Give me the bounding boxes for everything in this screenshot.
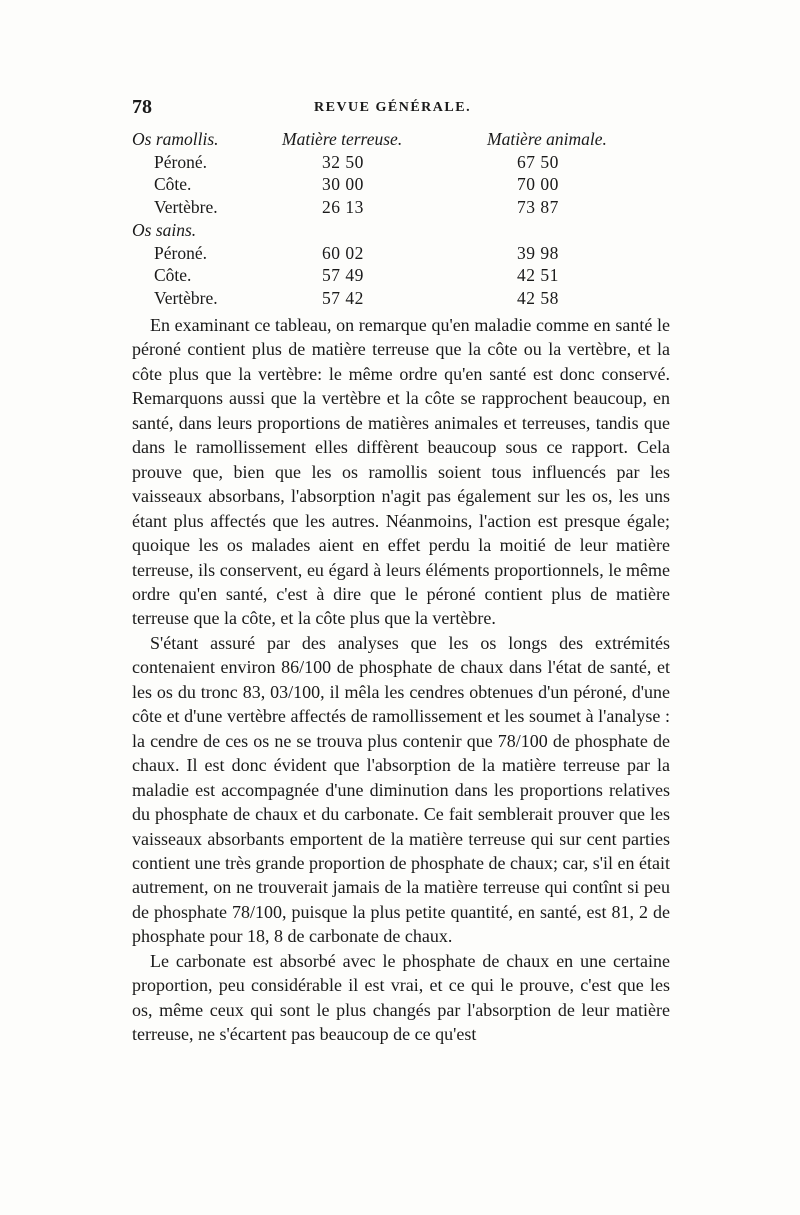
- body-text: [132, 313, 670, 1047]
- animal-value: 70 00: [517, 174, 559, 195]
- table-row: [132, 151, 672, 174]
- column-header-bones: Os ramollis.: [132, 129, 219, 149]
- bone-name: Vertèbre.: [154, 197, 218, 218]
- bone-name: Péroné.: [154, 151, 207, 172]
- mineral-value: 57 49: [322, 265, 364, 286]
- mineral-value: 32 50: [322, 151, 364, 172]
- bone-name: Côte.: [154, 174, 192, 195]
- animal-value: 39 98: [517, 242, 559, 263]
- mineral-value: 30 00: [322, 174, 364, 195]
- bone-composition-table: [132, 128, 672, 310]
- table-row: [132, 242, 672, 265]
- bone-name: Vertèbre.: [154, 287, 218, 308]
- paragraph: S'étant assuré par des analyses que les os longs des extrémités contenaient environ 86/100 de phosphate de chaux dans l'état de santé, et les os du tronc 83, 03/100, il mêla les cendres obtenues d'un péroné, d'une côte et d'une vertèbre affectés de ramollissement et les soumet à l'analyse : la cendre de ces os ne se trouva plus contenir que 78/100 de phosphate de chaux. Il est donc évident que l'absorption de la matière terreuse par la maladie est accompagnée d'une diminution dans les proportions relatives du phosphate de chaux et du carbonate. Ce fait semblerait prouver que les vaisseaux absorbants emportent de la matière terreuse qui sur cent parties contient une très grande proportion de phosphate de chaux; car, s'il en était autrement, on ne trouverait jamais de la matière terreuse qui contînt si peu de phosphate 78/100, puisque la plus petite quantité, en santé, est 81, 2 de phosphate pour 18, 8 de carbonate de chaux.: [132, 632, 670, 947]
- animal-value: 42 58: [517, 287, 559, 308]
- table-row: [132, 173, 672, 196]
- healthy-bones-label: Os sains.: [132, 219, 197, 240]
- table-row: [132, 264, 672, 287]
- mineral-value: 57 42: [322, 287, 364, 308]
- running-head: [132, 96, 672, 120]
- mineral-value: 26 13: [322, 197, 364, 218]
- table-row: [132, 287, 672, 310]
- table-header-row: [132, 128, 672, 151]
- animal-value: 42 51: [517, 265, 559, 286]
- table-section-row: [132, 219, 672, 242]
- paragraph: En examinant ce tableau, on remarque qu'en maladie comme en santé le péroné contient plus de matière terreuse que la côte ou la vertèbre, et la côte plus que la vertèbre: le même ordre qu'en santé est donc conservé. Remarquons aussi que la vertèbre et la côte se rapprochent beaucoup, en santé, dans leurs proportions de matières animales et terreuses, tandis que dans le ramollissement elles diffèrent beaucoup sous ce rapport. Cela prouve que, bien que les os ramollis soient tous influencés par les vaisseaux absorbans, l'absorption n'agit pas également sur les os, les uns étant plus affectés que les autres. Néanmoins, l'action est presque égale; quoique les os malades aient en effet perdu la moitié de leur matière terreuse, ils conservent, eu égard à leurs éléments proportionnels, le même ordre qu'en santé, c'est à dire que le péroné contient plus de matière terreuse que la côte, et la côte plus que la vertèbre.: [132, 315, 670, 629]
- table-row: [132, 196, 672, 219]
- page-number: 78: [132, 96, 152, 118]
- animal-value: 67 50: [517, 151, 559, 172]
- animal-value: 73 87: [517, 197, 559, 218]
- journal-title: REVUE GÉNÉRALE.: [314, 100, 472, 115]
- mineral-value: 60 02: [322, 242, 364, 263]
- paragraph: Le carbonate est absorbé avec le phosphate de chaux en une certaine proportion, peu considérable il est vrai, et ce qui le prouve, c'est que les os, même ceux qui sont le plus changés par l'absorption de leur matière terreuse, ne s'écartent pas beaucoup de ce qu'est: [132, 950, 670, 1045]
- column-header-mineral: Matière terreuse.: [282, 129, 403, 149]
- column-header-animal: Matière animale.: [487, 129, 607, 149]
- bone-name: Péroné.: [154, 242, 207, 263]
- bone-name: Côte.: [154, 265, 192, 286]
